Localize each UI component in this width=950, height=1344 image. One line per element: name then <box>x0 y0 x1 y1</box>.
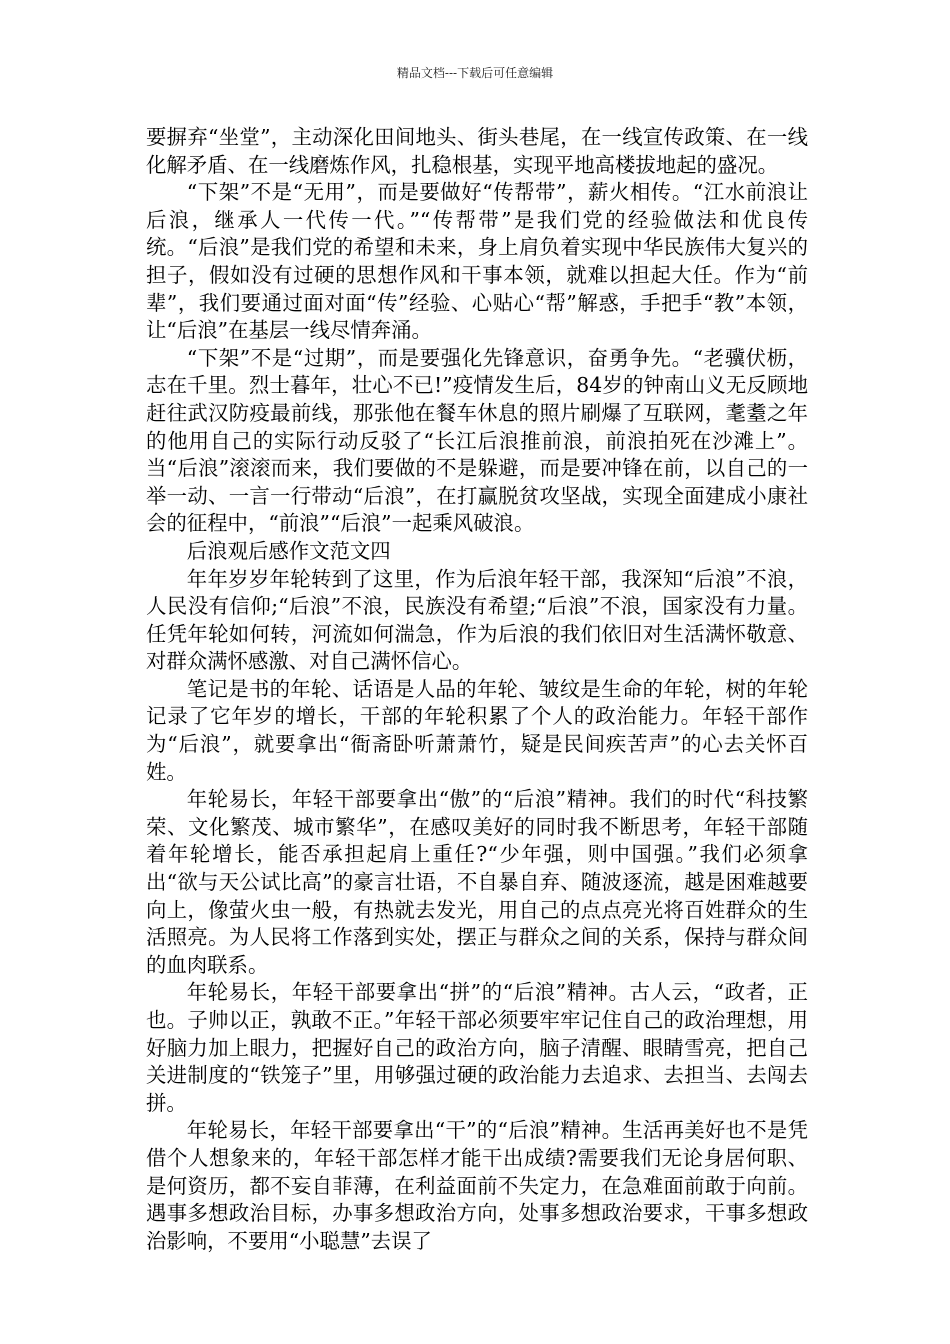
page-header: 精品文档---下载后可任意编辑 <box>396 66 554 80</box>
paragraph: 年年岁岁年轮转到了这里，作为后浪年轻干部，我深知“后浪”不浪，人民没有信仰;“后浪”不浪，民族没有希望;“后浪”不浪，国家没有力量。任凭年轮如何转，河流如何湍急，作为后浪的我们依旧对生活满怀敬意、对群众满怀感激、对自己满怀信心。 <box>146 566 808 674</box>
paragraph: 要摒弃“坐堂”，主动深化田间地头、街头巷尾，在一线宣传政策、在一线化解矛盾、在一线磨炼作风，扎稳根基，实现平地高楼拔地起的盛况。 <box>146 125 808 177</box>
document-body <box>146 124 808 1255</box>
paragraph: 笔记是书的年轮、话语是人品的年轮、皱纹是生命的年轮，树的年轮记录了它年岁的增长，干部的年轮积累了个人的政治能力。年轻干部作为“后浪”，就要拿出“衙斋卧听萧萧竹，疑是民间疾苦声”的心去关怀百姓。 <box>146 676 808 784</box>
paragraph: 年轮易长，年轻干部要拿出“干”的“后浪”精神。生活再美好也不是凭借个人想象来的，年轻干部怎样才能干出成绩?需要我们无论身居何职、是何资历，都不妄自菲薄，在利益面前不失定力，在急难面前敢于向前。遇事多想政治目标，办事多想政治方向，处事多想政治要求，干事多想政治影响，不要用“小聪慧”去误了 <box>146 1118 808 1253</box>
paragraph: 年轮易长，年轻干部要拿出“拼”的“后浪”精神。古人云，“政者，正也。子帅以正，孰敢不正。”年轻干部必须要牢牢记住自己的政治理想，用好脑力加上眼力，把握好自己的政治方向，脑子清醒、眼睛雪亮，把自己关进制度的“铁笼子”里，用够强过硬的政治能力去追求、去担当、去闯去拼。 <box>146 980 808 1115</box>
section-heading: 后浪观后感作文范文四 <box>186 538 391 563</box>
paragraph: 年轮易长，年轻干部要拿出“傲”的“后浪”精神。我们的时代“科技繁荣、文化繁茂、城市繁华”，在感叹美好的同时我不断思考，年轻干部随着年轮增长，能否承担起肩上重任?“少年强，则中国强。”我们必须拿出“欲与天公试比高”的豪言壮语，不自暴自弃、随波逐流，越是困难越要向上，像萤火虫一般，有热就去发光，用自己的点点亮光将百姓群众的生活照亮。为人民将工作落到实处，摆正与群众之间的关系，保持与群众间的血肉联系。 <box>146 787 808 977</box>
paragraph: “下架”不是“过期”，而是要强化先锋意识，奋勇争先。“老骥伏枥，志在千里。烈士暮年，壮心不已!”疫情发生后，84岁的钟南山义无反顾地赶往武汉防疫最前线，那张他在餐车休息的照片刷爆了互联网，耄耋之年的他用自己的实际行动反驳了“长江后浪推前浪，前浪拍死在沙滩上”。当“后浪”滚滚而来，我们要做的不是躲避，而是要冲锋在前，以自己的一举一动、一言一行带动“后浪”，在打赢脱贫攻坚战，实现全面建成小康社会的征程中，“前浪”“后浪”一起乘风破浪。 <box>146 345 808 536</box>
paragraph: “下架”不是“无用”，而是要做好“传帮带”，薪火相传。“江水前浪让后浪，继承人一代传一代。”“传帮带”是我们党的经验做法和优良传统。“后浪”是我们党的希望和未来，身上肩负着实现中华民族伟大复兴的担子，假如没有过硬的思想作风和干事本领，就难以担起大任。作为“前辈”，我们要通过面对面“传”经验、心贴心“帮”解惑，手把手“教”本领，让“后浪”在基层一线尽情奔涌。 <box>146 180 808 343</box>
